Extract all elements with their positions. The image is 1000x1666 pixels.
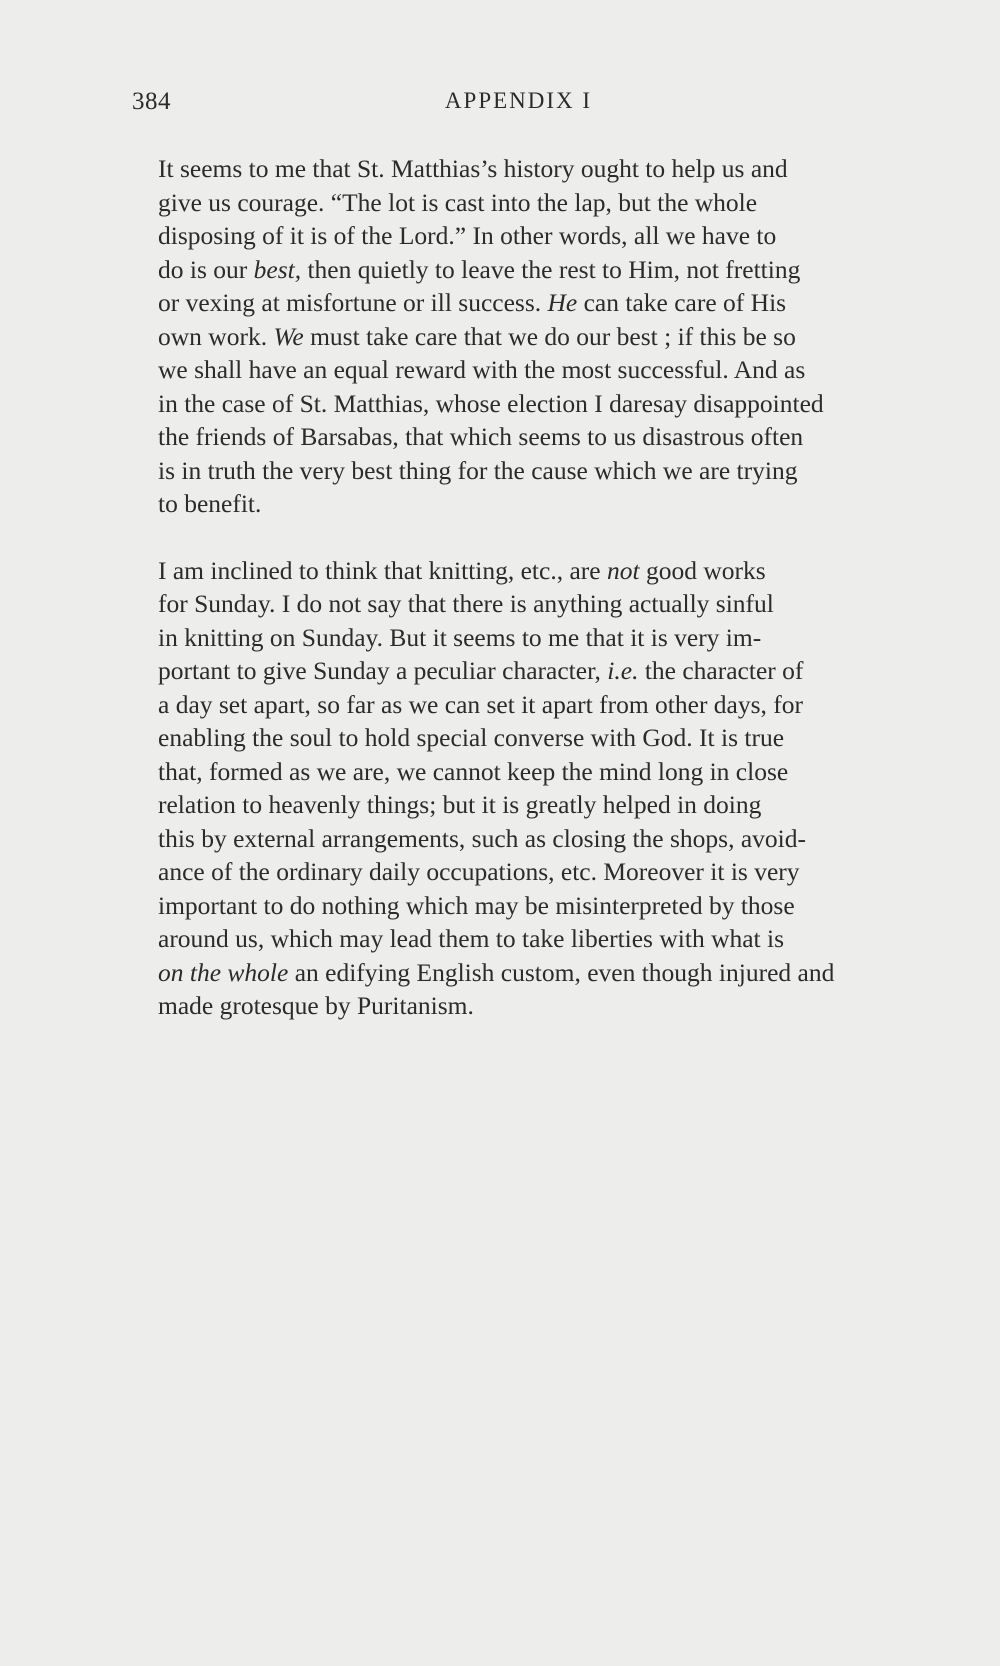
text-run: important to do nothing which may be misinterpreted by those — [158, 890, 795, 920]
text-line — [132, 253, 905, 287]
text-run: in the case of St. Matthias, whose election I daresay disappointed — [158, 388, 824, 418]
text-line — [132, 320, 905, 354]
text-run: can take care of His — [577, 288, 787, 317]
italic-run: i.e. — [607, 656, 639, 685]
text-line — [132, 621, 905, 655]
text-line — [132, 855, 905, 889]
text-run: a day set apart, so far as we can set it apart from other days, for — [158, 689, 804, 719]
page-number: 384 — [132, 88, 171, 115]
text-run: the friends of Barsabas, that which seems to us disastrous often — [158, 422, 804, 451]
text-run: or vexing at misfortune or ill success. — [158, 288, 548, 317]
text-run: give us courage. “The lot is cast into the lap, but the whole — [158, 187, 758, 217]
text-run: in knitting on Sunday. But it seems to me that it is very im- — [158, 622, 762, 652]
text-line — [132, 822, 905, 856]
text-line — [132, 152, 905, 186]
text-line — [132, 219, 905, 253]
text-line — [132, 387, 905, 421]
text-run: for Sunday. I do not say that there is anything actually sinful — [158, 589, 774, 618]
text-run: relation to heavenly things; but it is greatly helped in doing — [158, 790, 762, 819]
text-line — [132, 353, 905, 387]
text-line — [132, 454, 905, 488]
italic-run: not — [606, 555, 640, 585]
text-line — [132, 587, 905, 621]
text-line — [132, 956, 905, 990]
text-line — [132, 487, 905, 521]
text-run: disposing of it is of the Lord.” In other words, all we have to — [158, 221, 777, 250]
text-run: portant to give Sunday a peculiar character, — [158, 656, 608, 685]
italic-run: on the whole — [158, 957, 289, 987]
text-line — [132, 755, 905, 789]
text-run: must take care that we do our best ; if this be so — [303, 321, 796, 351]
text-run: that, formed as we are, we cannot keep the mind long in close — [158, 756, 789, 786]
text-run: the character of — [638, 656, 804, 685]
text-line — [132, 721, 905, 755]
text-run: then quietly to leave the rest to Him, not fretting — [301, 254, 801, 284]
text-line — [132, 688, 905, 722]
text-run: is in truth the very best thing for the cause which we are trying — [158, 455, 798, 485]
text-run: I am inclined to think that knitting, etc., are — [158, 555, 607, 585]
text-line — [132, 889, 905, 923]
text-run: enabling the soul to hold special converse with God. It is true — [158, 723, 785, 752]
text-line — [132, 922, 905, 956]
text-run: around us, which may lead them to take liberties with what is — [158, 924, 785, 953]
text-line — [132, 654, 905, 688]
italic-run: We — [273, 321, 304, 351]
text-run: ance of the ordinary daily occupations, etc. Moreover it is very — [158, 857, 800, 886]
paragraph — [132, 152, 905, 521]
text-line — [132, 420, 905, 454]
text-run: this by external arrangements, such as closing the shops, avoid- — [158, 823, 806, 853]
paragraph — [132, 554, 905, 1023]
text-line — [132, 186, 905, 220]
text-run: do is our — [158, 254, 254, 284]
text-line — [132, 286, 905, 320]
text-run: made grotesque by Puritanism. — [158, 991, 474, 1020]
italic-run: He — [547, 288, 578, 317]
text-line — [132, 554, 905, 588]
body-text — [132, 152, 905, 1023]
italic-run: best, — [253, 254, 302, 284]
text-run: good works — [639, 555, 766, 585]
text-run: It seems to me that St. Matthias’s history ought to help us and — [158, 154, 788, 183]
text-line — [132, 788, 905, 822]
section-title: APPENDIX I — [444, 88, 593, 113]
text-run: we shall have an equal reward with the most successful. And as — [158, 355, 806, 384]
text-run: an edifying English custom, even though injured and — [288, 957, 835, 987]
text-run: own work. — [158, 321, 274, 351]
running-head — [132, 88, 905, 122]
text-line — [132, 989, 905, 1023]
text-run: to benefit. — [158, 489, 262, 518]
